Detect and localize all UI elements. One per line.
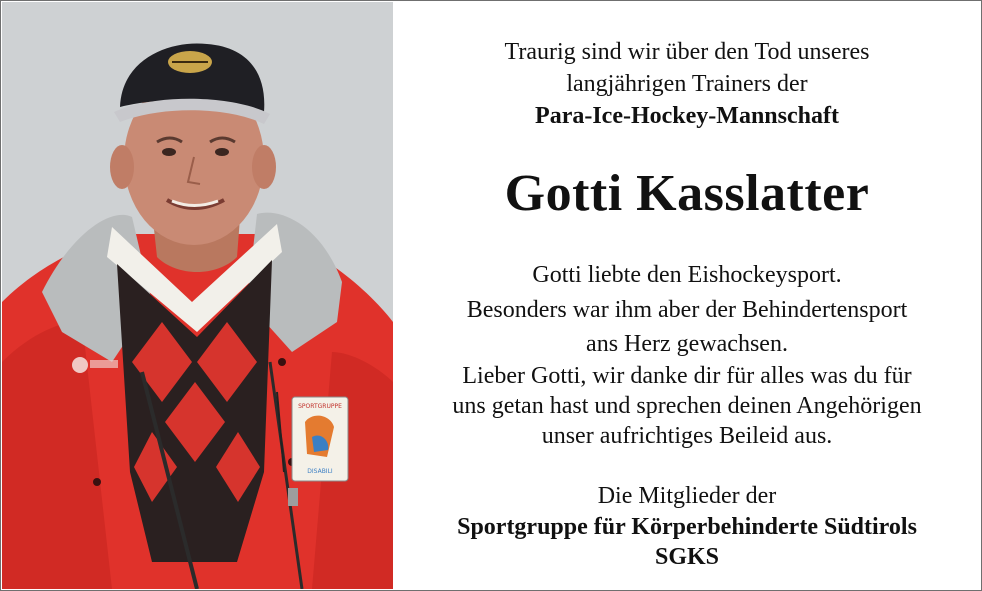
body-line-5: uns getan hast und sprechen deinen Angehörigen [452,393,922,419]
team-name: Para-Ice-Hockey-Mannschaft [535,103,839,129]
portrait-illustration [2,2,393,589]
body-line-4: Lieber Gotti, wir danke dir für alles was du für [462,363,912,389]
body-line-6: unser aufrichtiges Beileid aus. [541,423,833,449]
svg-text:SPORTGRUPPE: SPORTGRUPPE [298,403,342,410]
sgks-badge [292,397,348,481]
organization-acronym: SGKS [654,544,720,570]
deceased-name: Gotti Kasslatter [504,165,870,222]
body-line-2: Besonders war ihm aber der Behindertensport [466,297,908,323]
portrait-photo [2,2,393,589]
jacket-logo-icon [72,357,88,373]
notice-text [393,1,981,590]
body-line-3: ans Herz gewachsen. [586,331,788,357]
body-line-1: Gotti liebte den Eishockeysport. [532,262,842,288]
intro-line-2: langjährigen Trainers der [566,71,808,97]
intro-line-1: Traurig sind wir über den Tod unseres [504,39,870,65]
organization-name: Sportgruppe für Körperbehinderte Südtirols [457,514,917,540]
closing-line: Die Mitglieder der [597,483,777,509]
svg-text:DISABILI: DISABILI [307,468,333,475]
